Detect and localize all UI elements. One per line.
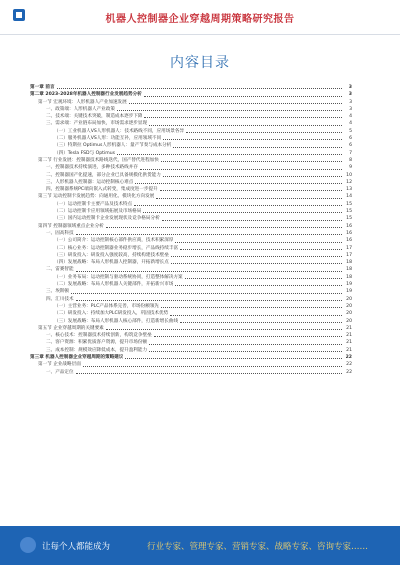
toc-entry-title: 第四节 控制器领域重点企业分析 [38,223,104,229]
toc-entry-title: 第一节 宏观环境：人形机器人产业加速发展 [38,99,127,105]
toc-entry-page: 18 [346,274,352,280]
toc-entry[interactable] [30,128,352,135]
toc-leader-dots [76,233,342,235]
toc-entry[interactable] [30,310,352,317]
toc-leader-dots [149,124,342,126]
toc-leader-dots [154,335,342,337]
toc-entry-page: 13 [346,187,352,193]
table-of-contents [30,84,352,376]
toc-entry-title: 一、产品定位 [46,369,74,375]
toc-entry-page: 22 [345,354,352,360]
toc-leader-dots [149,350,342,352]
toc-leader-dots [171,262,342,264]
toc-entry[interactable] [30,164,352,171]
toc-entry-page: 15 [346,216,352,222]
toc-entry-title: 第二节 行业发展：控制器技术路线迭代，国产替代进程加快 [38,157,159,163]
toc-leader-dots [76,299,342,301]
toc-entry[interactable] [30,157,352,164]
toc-entry[interactable] [30,215,352,222]
toc-entry-page: 15 [346,209,352,215]
toc-leader-dots [149,343,342,345]
toc-leader-dots [170,314,342,316]
toc-entry-page: 4 [349,121,352,127]
toc-entry[interactable] [30,332,352,339]
toc-leader-dots [117,109,342,111]
report-title: 机器人控制器企业穿越周期策略研究报告 [105,14,295,25]
toc-leader-dots [180,321,342,323]
toc-leader-dots [135,182,342,184]
toc-leader-dots [144,95,342,97]
toc-entry[interactable] [30,266,352,273]
toc-entry-title: 三、成本控制：规模效应降低成本，提升盈利能力 [46,347,148,353]
toc-entry[interactable] [30,230,352,237]
toc-entry-title: 第一节 企业战略层面 [38,362,81,368]
toc-entry[interactable] [30,245,352,252]
toc-leader-dots [117,153,342,155]
toc-leader-dots [185,277,342,279]
toc-entry-title: 一、政策端：人形机器人产业政策 [46,106,115,112]
toc-entry-page: 21 [346,347,352,353]
toc-entry-page: 7 [349,150,352,156]
toc-entry-page: 9 [349,165,352,171]
toc-entry-title: （三）特斯拉 Optimus人形机器人：量产节奏与成本分析 [54,143,172,149]
toc-entry-title: 第五节 企业穿越周期的关键要素 [38,325,104,331]
toc-entry-title: 第三章 机器人控制器企业穿越周期的策略建议 [30,354,124,360]
toc-entry-title: （三）研发投入：研发投入强度较高，持续构建技术壁垒 [54,252,169,258]
toc-entry[interactable] [30,201,352,208]
toc-entry-page: 20 [346,318,352,324]
toc-entry[interactable] [30,113,352,120]
toc-entry-page: 17 [346,252,352,258]
toc-entry[interactable] [30,369,352,376]
toc-entry[interactable] [30,193,352,200]
toc-entry[interactable] [30,106,352,113]
toc-entry[interactable] [30,172,352,179]
toc-entry-page: 3 [348,92,352,98]
page-footer [0,526,400,565]
toc-entry-title: （一）主营业务：PLC产品体系完善，市场份额领先 [54,303,160,309]
toc-entry-page: 3 [349,99,352,105]
toc-leader-dots [156,197,342,199]
toc-leader-dots [143,211,342,213]
toc-entry-title: （一）运动控制卡主要产品及技术特点 [54,201,133,207]
toc-leader-dots [129,102,342,104]
toc-entry-page: 8 [349,157,352,163]
toc-entry-page: 19 [346,282,352,288]
toc-heading: 内容目录 [170,55,230,71]
toc-leader-dots [106,226,342,228]
toc-entry-title: 三、人形机器人控制器：运动控制核心难点 [46,179,134,185]
toc-entry[interactable] [30,84,352,91]
toc-entry-title: （一）工业机器人VS人形机器人：技术路线不同，应用场景各异 [54,128,185,134]
toc-leader-dots [57,87,342,89]
toc-entry[interactable] [30,252,352,259]
toc-entry-page: 21 [346,325,352,331]
toc-entry-title: （一）公司简介：运动控制核心部件供应商，技术积累深厚 [54,238,174,244]
footer-tagline: 行业专家、管理专家、营销专家、战略专家、咨询专家…… [147,542,369,552]
toc-leader-dots [163,175,342,177]
toc-entry-title: 四、控制器系统PC端向嵌入式转变，集成度进一步提升 [46,187,158,193]
toc-entry-page: 5 [349,128,352,134]
toc-entry[interactable] [30,296,352,303]
toc-entry-page: 21 [346,340,352,346]
toc-entry[interactable] [30,186,352,193]
toc-entry[interactable] [30,274,352,281]
toc-entry-page: 6 [349,143,352,149]
toc-entry-title: 第二章 2023-2028年机器人控制器行业发展趋势分析 [30,92,142,98]
toc-leader-dots [134,204,342,206]
toc-entry-title: （三）发展战略：布局人形机器人核心部件，打造新增长曲线 [54,318,179,324]
toc-entry[interactable] [30,223,352,230]
toc-entry-title: 第一章 前言 [30,85,55,90]
toc-entry-page: 14 [346,194,352,200]
toc-entry-title: 一、核心技术：控制器技术持续创新，构筑竞争壁垒 [46,333,152,339]
toc-leader-dots [83,365,342,367]
toc-leader-dots [180,248,342,250]
toc-entry-page: 22 [346,369,352,375]
toc-entry[interactable] [30,237,352,244]
toc-entry-page: 12 [346,179,352,185]
toc-entry[interactable] [30,91,352,98]
toc-entry-page: 20 [346,303,352,309]
toc-entry[interactable] [30,142,352,149]
toc-leader-dots [175,241,342,243]
toc-leader-dots [175,284,342,286]
toc-entry-title: 三、埃斯顿 [46,289,69,295]
toc-entry[interactable] [30,259,352,266]
toc-entry-page: 20 [346,296,352,302]
toc-leader-dots [186,131,342,133]
toc-entry-page: 18 [346,267,352,273]
toc-entry-page: 10 [346,172,352,178]
toc-entry-title: （二）核心业务：运动控制器业务稳步增长，产品线持续丰富 [54,245,179,251]
toc-entry[interactable] [30,135,352,142]
toc-leader-dots [71,292,342,294]
toc-entry[interactable] [30,361,352,368]
toc-entry-page: 3 [349,106,352,112]
toc-entry-title: 二、技术端：关键技术突破，制造成本逐步下降 [46,114,143,120]
toc-entry[interactable] [30,99,352,106]
toc-entry[interactable] [30,288,352,295]
toc-entry-page: 17 [346,245,352,251]
toc-entry-title: （二）服务机器人VS人形：功能互补，应用领域不同 [54,136,162,142]
toc-entry-title: （三）国内运动控制卡企业发展现状及竞争格局分析 [54,216,160,222]
toc-leader-dots [125,357,342,359]
toc-entry-title: 四、汇川技术 [46,296,74,302]
toc-entry-title: 一、固高科技 [46,230,74,236]
toc-entry[interactable] [30,354,352,361]
toc-leader-dots [173,146,342,148]
toc-entry-title: （四）发展战略：布局人形机器人控制器，开拓新增长点 [54,260,169,266]
toc-entry-title: 第三节 运动控制卡发展趋势：向通用化、模块化方向发展 [38,194,155,200]
toc-leader-dots [106,328,342,330]
toc-entry-page: 20 [346,311,352,317]
toc-leader-dots [161,306,342,308]
toc-leader-dots [144,116,342,118]
toc-entry[interactable] [30,150,352,157]
footer-badge-icon [20,537,36,553]
toc-entry-page: 6 [349,136,352,142]
toc-entry-title: 三、需求端：产业链布局加快，市场需求逐步显现 [46,121,148,127]
toc-entry-page: 15 [346,201,352,207]
toc-entry[interactable] [30,179,352,186]
toc-leader-dots [160,189,342,191]
toc-leader-dots [163,138,342,140]
toc-entry-page: 16 [346,223,352,229]
toc-leader-dots [171,255,342,257]
toc-entry-title: （二）运动控制卡应用领域拓展及市场格局 [54,209,142,215]
toc-leader-dots [76,372,342,374]
toc-leader-dots [161,160,342,162]
toc-entry[interactable] [30,303,352,310]
toc-leader-dots [162,219,342,221]
toc-entry-title: 二、雷赛智能 [46,267,74,273]
toc-entry[interactable] [30,325,352,332]
page-header [0,0,400,35]
toc-entry[interactable] [30,347,352,354]
toc-entry-page: 3 [348,85,352,90]
toc-entry-page: 16 [346,230,352,236]
toc-leader-dots [140,168,342,170]
toc-entry[interactable] [30,281,352,288]
toc-entry[interactable] [30,208,352,215]
toc-entry-page: 18 [346,260,352,266]
toc-entry-page: 21 [346,333,352,339]
toc-entry-page: 22 [346,362,352,368]
toc-entry[interactable] [30,339,352,346]
toc-entry-title: （四）Tesla FSD与 Optimus [54,150,116,156]
toc-entry-title: （二）发展战略：布局人形机器人关键部件，开拓新兴市场 [54,282,174,288]
footer-slogan: 让每个人都能成为 [42,542,111,552]
toc-entry[interactable] [30,120,352,127]
toc-entry-page: 4 [349,114,352,120]
toc-entry[interactable] [30,318,352,325]
toc-entry-title: （一）业务布局：运动控制与驱动系统协同，打造整体解决方案 [54,274,183,280]
toc-leader-dots [76,270,342,272]
toc-entry-page: 16 [346,238,352,244]
toc-entry-page: 19 [346,289,352,295]
toc-entry-title: （二）研发投入：持续加大PLC研发投入，巩固技术优势 [54,311,169,317]
toc-entry-title: 一、控制器技术持续演进，多种技术路线并存 [46,165,138,171]
toc-entry-title: 二、控制器国产化提速，部分企业已具备规模化供货能力 [46,172,161,178]
toc-entry-title: 二、客户资源：积累优质客户资源，提升市场份额 [46,340,148,346]
